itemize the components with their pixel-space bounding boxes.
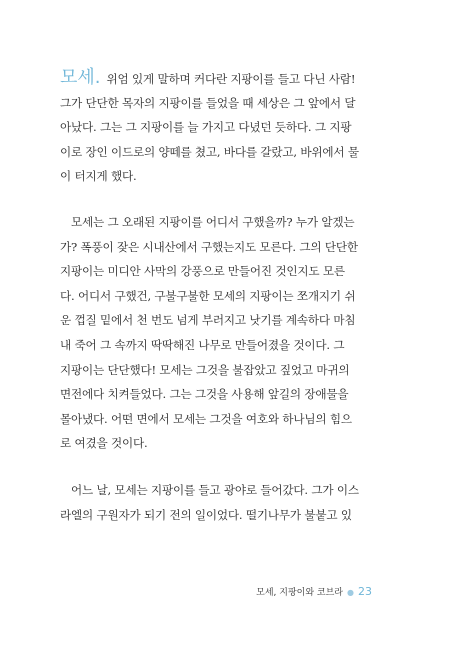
paragraph-line: 운 껍질 밑에서 천 번도 넘게 부러지고 낫기를 계속하다 마침 (60, 313, 356, 328)
paragraph-line: 아났다. 그는 그 지팡이를 늘 가지고 다녔던 듯하다. 그 지팡 (60, 120, 352, 135)
paragraph-line: 어느 날, 모세는 지팡이를 들고 광야로 들어갔다. 그가 이스 (71, 483, 359, 497)
paragraph-1 (60, 66, 398, 189)
footer-title: 모세, 지팡이와 코브라 (256, 588, 344, 598)
paragraph-3 (60, 478, 398, 527)
paragraph-line: 면전에다 치켜들었다. 그는 그것을 사용해 앞길의 장애물을 (60, 387, 349, 402)
paragraph-line: 내 죽어 그 속까지 딱딱해진 나무로 만들어졌을 것이다. 그 (60, 337, 345, 352)
page-number: 23 (358, 585, 372, 598)
paragraph-line: 이로 장인 이드로의 양떼를 쳤고, 바다를 갈랐고, 바위에서 물 (60, 144, 359, 159)
paragraph-line: 다. 어디서 구했건, 구불구불한 모세의 지팡이는 쪼개지기 쉬 (60, 288, 356, 303)
paragraph-line: 가? 폭풍이 잦은 시내산에서 구했는지도 모른다. 그의 단단한 (60, 239, 358, 254)
paragraph-line: 지팡이는 미디안 사막의 강풍으로 만들어진 것인지도 모른 (60, 264, 345, 279)
running-footer (256, 585, 372, 598)
paragraph-line: 모세. 위엄 있게 말하며 커다란 지팡이를 들고 다닌 사람! (60, 67, 356, 88)
paragraph-line: 모세는 그 오래된 지팡이를 어디서 구했을까? 누가 알겠는 (71, 215, 355, 229)
paragraph-line: 이 터지게 했다. (60, 169, 137, 184)
footer-separator-icon: ● (347, 588, 354, 597)
paragraph-line: 로 여겼을 것이다. (60, 436, 148, 451)
paragraph-line: 지팡이는 단단했다! 모세는 그것을 불잡았고 짚었고 마귀의 (60, 362, 350, 377)
chapter-lead-word: 모세. (60, 67, 101, 88)
paragraph-line: 라엘의 구원자가 되기 전의 일이었다. 떨기나무가 불붙고 있 (60, 507, 352, 522)
paragraph-line: 그가 단단한 목자의 지팡이를 들었을 때 세상은 그 앞에서 달 (60, 95, 356, 110)
paragraph-line: 몰아냈다. 어떤 면에서 모세는 그것을 여호와 하나님의 힘으 (60, 411, 352, 426)
paragraph-2 (60, 210, 398, 456)
